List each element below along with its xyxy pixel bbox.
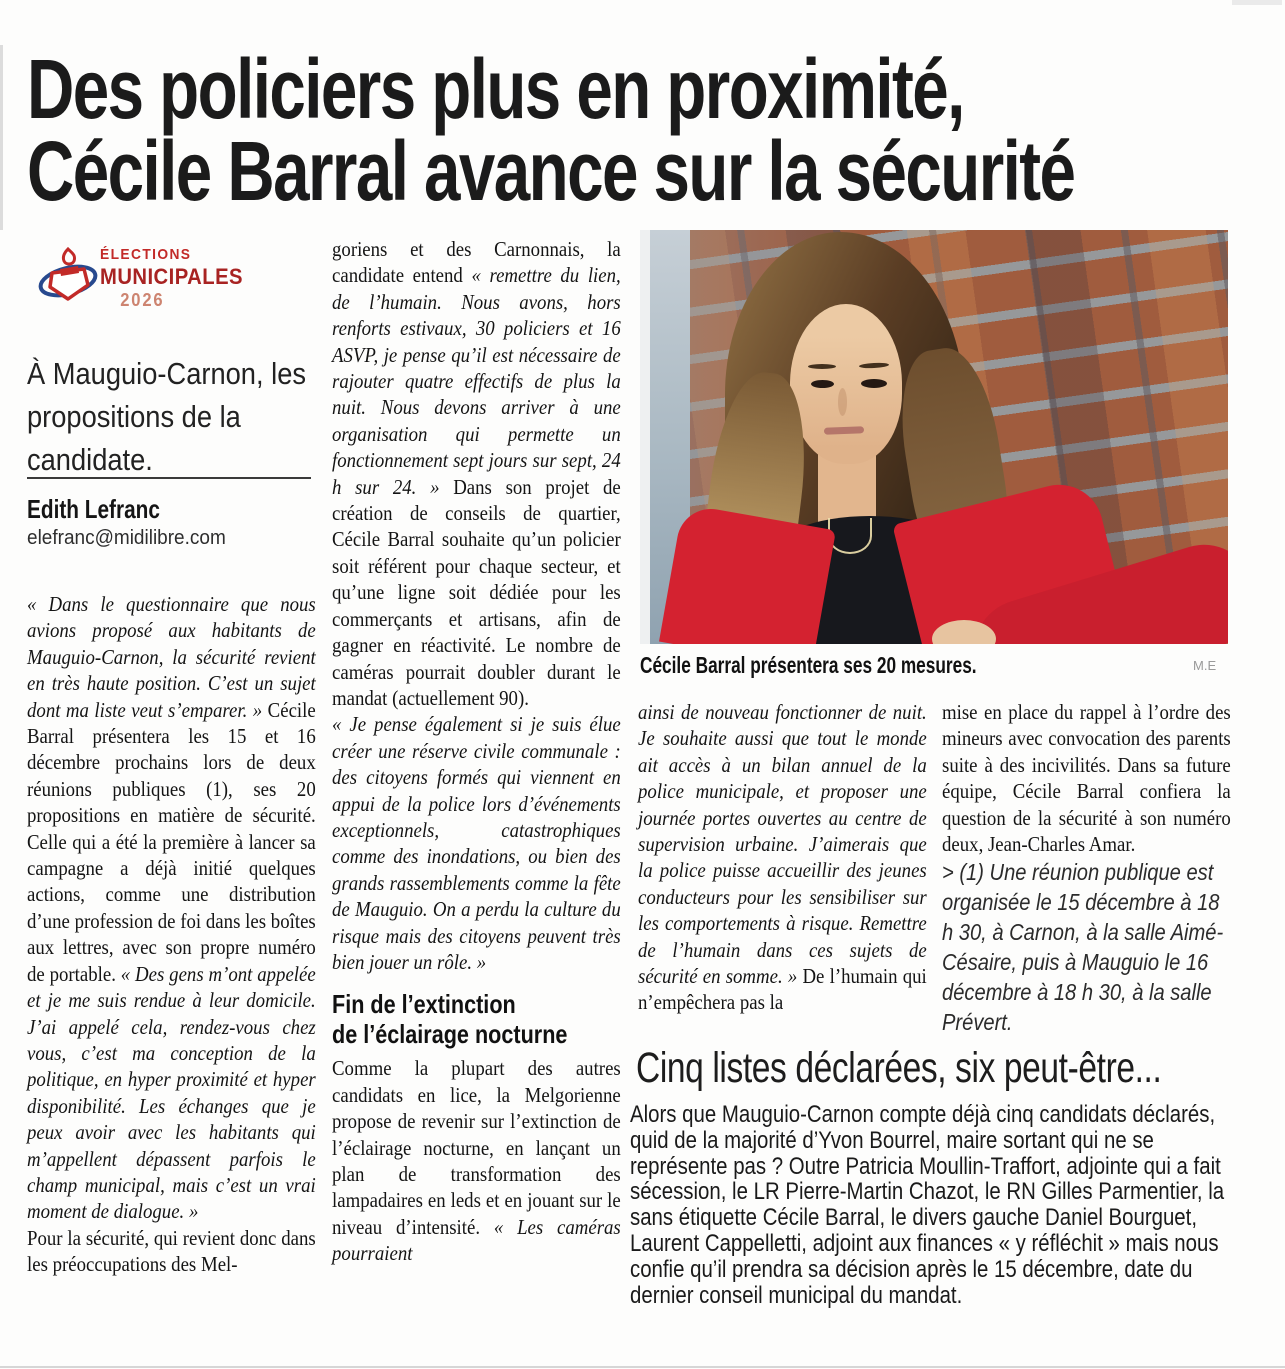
elections-badge — [100, 247, 243, 309]
page-edge-artifact — [0, 45, 3, 230]
portrait-eye-right — [861, 379, 887, 388]
body-text: mise en place du rappel à l’ordre des mineurs avec convocation des parents suite à des incivilités. Dans sa future équipe, Cécile Barral confiera la question de la sécurité à son numéro deux, Jean-Charles Amar. — [942, 700, 1231, 857]
column2-paragraph-2 — [332, 711, 621, 975]
body-text: goriens et des Carnonnais, la candidate entend — [332, 237, 621, 288]
portrait-eyebrow-left — [808, 364, 836, 369]
article-headline — [27, 42, 1275, 218]
column1-paragraph — [27, 591, 316, 1225]
ballot-box-icon — [38, 243, 102, 311]
crosshead-line2: de l’éclairage nocturne — [332, 1019, 568, 1050]
quote-text: « Je pense également si je suis élue créer une réserve civile communale : des citoyens formés qui viennent en appui de la police lors d’événements exceptionnels, catastrophiques comme des inondations, ou bien des grands rassemblements comme la fête de Mauguio. On a perdu la culture du risque mais des citoyens peuvent très bien jouer un rôle. » — [332, 712, 621, 974]
body-text: Comme la plupart des autres candidats en lice, la Melgorienne propose de revenir sur l’extinction de l’éclairage nocturne, en lançant un plan de transformation des lampadaires en leds et en jouant sur le niveau d’intensité. — [332, 1056, 621, 1239]
body-text: Pour la sécurité, qui revient donc dans les préoccupations des Mel- — [27, 1225, 316, 1277]
body-text: Cécile Barral présentera les 15 et 16 décembre prochains lors de deux réunions publiques (1), ses 20 propositions en matière de sécurité. Celle qui a été la première à lancer sa campagne a déjà initié quelques actions, comme une distribution d’une profession de foi dans les boîtes aux lettres, avec son propre numéro de portable. — [27, 697, 316, 986]
crosshead-line1: Fin de l’extinction — [332, 989, 516, 1020]
photo-credit: M.E — [1193, 658, 1217, 673]
standfirst: À Mauguio-Carnon, les propositions de la candidate. — [27, 356, 307, 477]
quote-text: « Les caméras pourraient — [332, 1214, 621, 1266]
photo-caption: Cécile Barral présentera ses 20 mesures. — [640, 652, 977, 678]
badge-elections-label: ÉLECTIONS — [100, 246, 192, 263]
quote-text: « Dans le questionnaire que nous avions proposé aux habitants de Mauguio-Carnon, la sécurité revient en très haute position. C’est un sujet dont ma liste veut s’emparer. » — [27, 592, 316, 722]
body-column-1 — [27, 591, 316, 1278]
quote-text: « remettre du lien, de l’humain. Nous avons, hors renforts estivaux, 30 policiers et 16 ASVP, je pense qu’il est nécessaire de rajouter quatre effectifs de plus la nuit. Nous devons arriver à une organisation qui permette un fonctionnement sept jours sur sept, 24 h sur 24. » — [332, 263, 621, 499]
portrait-mouth — [824, 426, 864, 434]
badge-municipales-label: MUNICIPALES — [100, 264, 244, 289]
column4-paragraph — [942, 699, 1231, 857]
quote-text: ainsi de nouveau fonctionner de nuit. Je souhaite aussi que tout le monde ait accès à un bilan annuel de la police municipale, et proposer une journée portes ouvertes au centre de supervision urbaine. J’aimerais que la police puisse accueillir des jeunes conducteurs pour les sensibiliser sur les comportements à risque. Remettre de l’humain dans ces sujets de sécurité en somme. » — [638, 700, 927, 989]
crosshead — [332, 989, 606, 1049]
secondary-article-body: Alors que Mauguio-Carnon compte déjà cinq candidats déclarés, quid de la majorité d’Yvon Bourrel, maire sortant qui ne se représente pas ? Outre Patricia Moullin-Traffort, adjointe qui a fait sécession, le LR Pierre-Martin Chazot, le RN Gilles Parmentier, la sans étiquette Cécile Barral, le divers gauche Daniel Bourguet, Laurent Cappelletti, adjoint aux finances « y réfléchit » mais nous confie qu’il prendra sa décision après le 15 décembre, date du dernier conseil municipal du mandat. — [630, 1101, 1225, 1309]
body-column-2 — [332, 236, 621, 1267]
column2-paragraph — [332, 236, 621, 711]
portrait-eye-left — [811, 380, 834, 388]
column2-paragraph-3 — [332, 1055, 621, 1266]
byline-divider — [27, 477, 311, 479]
badge-year-label: 2026 — [120, 290, 165, 310]
column1-paragraph-2 — [27, 1225, 316, 1278]
body-column-4 — [942, 699, 1231, 1037]
body-text: De l’humain qui n’empêchera pas la — [638, 964, 927, 1015]
footnote: > (1) Une réunion publique est organisée le 15 décembre à 18 h 30, à Carnon, à la salle Aimé-Césaire, puis à Mauguio le 16 décembre à 18 h 30, à la salle Prévert. — [942, 859, 1224, 1036]
corner-artifact — [1232, 0, 1282, 5]
portrait-nose — [838, 388, 847, 416]
column3-paragraph — [638, 699, 927, 1016]
photo-left-edge — [640, 230, 650, 644]
secondary-headline: Cinq listes déclarées, six peut-être... — [636, 1044, 1162, 1092]
author-email: elefranc@midilibre.com — [27, 527, 226, 549]
body-text: Dans son projet de création de conseils de quartier, Cécile Barral souhaite qu’un policier soit référent pour chaque secteur, et qu’une ligne soit dédiée pour les commerçants et artisans, afin de gagner en réactivité. Le nombre de caméras pourrait doubler durant le mandat (actuellement 90). — [332, 474, 621, 710]
headline-line1: Des policiers plus en proximité, — [27, 42, 964, 136]
article-photo — [640, 230, 1228, 644]
quote-text: « Des gens m’ont appelée et je me suis rendue à leur domicile. J’ai appelé cela, rendez-vous chez vous, c’est ma conception de la politique, en hyper proximité et hyper disponibilité. Les échanges que je peux avoir avec les habitants qui m’appellent dépassent parfois le champ municipal, mais c’est un vrai moment de dialogue. » — [27, 961, 316, 1224]
author-name: Edith Lefranc — [27, 494, 160, 524]
headline-line2: Cécile Barral avance sur la sécurité — [27, 124, 1075, 218]
bottom-rule — [0, 1366, 1285, 1368]
body-column-3 — [638, 699, 927, 1016]
